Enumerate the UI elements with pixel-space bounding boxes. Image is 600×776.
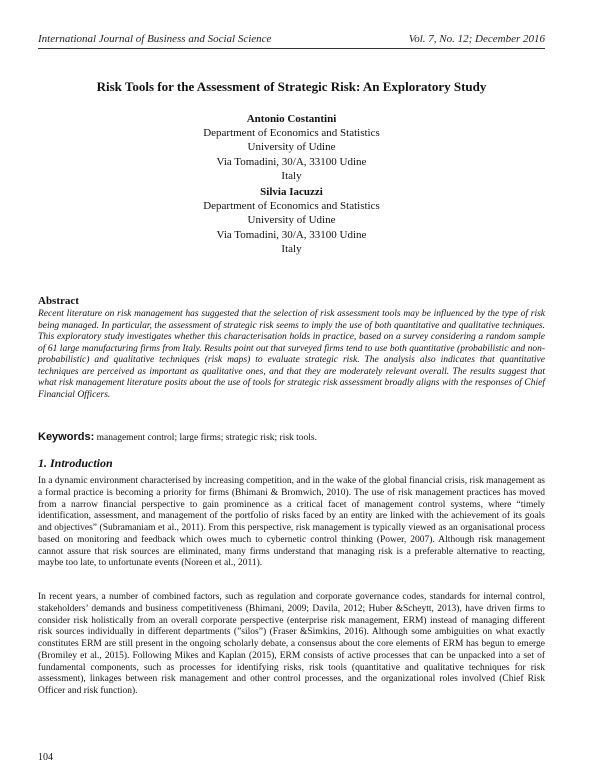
intro-paragraph-1: In a dynamic environment characterised by increasing competition, and in the wake of the global financial crisis, risk management as a formal practice is becoming a priority for firms (Bhimani & Bromwich, 2010). The use of risk management practices has moved from a narrow financial perspective to gain prominence as a critical facet of management control systems, where “timely identification, assessment, and management of the portfolio of risks faced by an entity are linked with the achievement of its goals and objectives” (Subramaniam et al., 2011). From this perspective, risk management is typically viewed as an organisational process based on monitoring and feedback which owes much to cybernetic control thinking (Power, 2007). Although risk management cannot assure that risk sources are eliminated, many firms understand that managing risk is a preferable alternative to reacting, maybe too late, to unfortunate events (Noreen et al., 2011). [38,476,545,569]
author-block-1 [38,112,545,183]
section-heading: 1. Introduction [38,456,113,470]
author-university: University of Udine [247,141,336,154]
page-number: 104 [38,752,53,763]
abstract-heading: Abstract [38,295,79,307]
author-department: Department of Economics and Statistics [203,200,380,213]
author-address: Via Tomadini, 30/A, 33100 Udine [216,228,367,241]
paper-title: Risk Tools for the Assessment of Strategic Risk: An Exploratory Study [96,79,487,94]
header-rule [38,48,545,49]
issue-info: Vol. 7, No. 12; December 2016 [408,33,545,45]
running-header [38,33,545,45]
author-block-2 [38,185,545,256]
intro-paragraph-2: In recent years, a number of combined factors, such as regulation and corporate governance codes, standards for internal control, stakeholders’ demands and business competitiveness (Bhimani, 2009; Davila, 2012; Huber &Scheytt, 2013), have driven firms to consider risk holistically from an overall corporate perspective (enterprise risk management, ERM) instead of managing different risk sources individually in different departments (”silos”) (Fraser &Simkins, 2016). Although some ambiguities on what exactly constitutes ERM are still present in the ongoing scholarly debate, a consensus about the core elements of ERM has begun to emerge (Bromiley et al., 2015). Following Mikes and Kaplan (2015), ERM consists of active processes that can be unpacked into a set of fundamental components, such as processes for identifying risks, risk tools (quantitative and qualitative techniques for risk assessment), linkages between risk management and other control processes, and the organizational roles involved (Chief Risk Officer and risk function). [38,592,545,696]
author-department: Department of Economics and Statistics [203,127,380,140]
keywords-line [38,431,545,443]
author-address: Via Tomadini, 30/A, 33100 Udine [216,155,367,168]
keywords-text: management control; large firms; strategic risk; risk tools. [96,433,318,443]
author-country: Italy [281,242,302,255]
author-country: Italy [281,169,302,182]
abstract-text: Recent literature on risk management has suggested that the selection of risk assessment tools may be influenced by the type of risk being managed. In particular, the assessment of strategic risk seems to imply the use of both quantitative and qualitative techniques. This exploratory study investigates whether this characterisation holds in practice, based on a survey considering a random sample of 61 large manufacturing firms from Italy. Results point out that surveyed firms tend to use both quantitative (probabilistic and non-probabilistic) and qualitative techniques (risk maps) to evaluate strategic risk. The analysis also indicates that quantitative techniques are perceived as important as qualitative ones, and that they are moderately relevant overall. The results suggest that what risk management literature posits about the use of tools for strategic risk assessment broadly aligns with the responses of Chief Financial Officers. [38,309,545,400]
journal-name: International Journal of Business and Social Science [38,33,272,45]
author-name: Silvia Iacuzzi [260,186,323,198]
author-name: Antonio Costantini [246,113,337,125]
author-university: University of Udine [247,214,336,227]
keywords-label: Keywords: [38,431,95,443]
